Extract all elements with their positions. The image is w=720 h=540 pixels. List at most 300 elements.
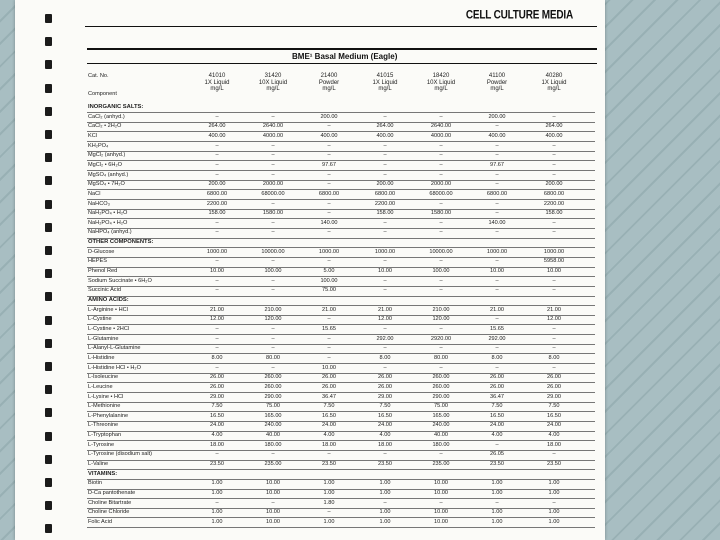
table-cell: – (439, 277, 443, 284)
column-header-unit: mg/L (210, 86, 224, 92)
section-heading: AMINO ACIDS: (88, 297, 129, 303)
table-cell: 240.00 (264, 422, 282, 429)
table-cell: 1.00 (379, 490, 391, 496)
table-cell: – (327, 210, 331, 217)
table-cell: – (271, 142, 275, 149)
table-cell: 400.00 (488, 132, 506, 139)
table-cell: – (439, 258, 443, 265)
table-cell: 97.67 (490, 161, 504, 168)
table-cell: 68000.00 (429, 190, 453, 197)
column-header-cat: 41010 (208, 73, 226, 79)
table-cell: 80.00 (266, 354, 280, 361)
table-cell: 24.00 (378, 422, 392, 429)
component-label: L-Cystine • 2HCl (88, 325, 130, 332)
table-cell: – (383, 229, 387, 236)
table-cell: – (383, 451, 387, 458)
section-heading: INORGANIC SALTS: (88, 104, 144, 110)
table-cell: 8.00 (548, 354, 560, 361)
table-cell: 29.00 (378, 393, 392, 400)
column-header-form: 10X Liquid (258, 79, 288, 86)
table-cell: 6800.00 (206, 190, 228, 197)
table-cell: 1580.00 (262, 210, 284, 217)
table-cell: 26.00 (322, 383, 336, 390)
component-label: L-Arginine • HCl (88, 306, 128, 313)
table-cell: 26.00 (547, 383, 561, 390)
table-cell: – (383, 258, 387, 265)
table-cell: – (215, 152, 219, 159)
table-cell: 1.00 (491, 518, 503, 525)
table-cell: 23.50 (547, 461, 561, 468)
table-cell: 26.00 (378, 374, 392, 381)
table-cell: – (552, 161, 556, 168)
table-cell: – (552, 451, 556, 458)
component-label: Sodium Succinate • 6H₂O (88, 277, 152, 284)
table-cell: 5958.00 (543, 258, 565, 265)
table-cell: 8.00 (491, 354, 503, 361)
row-divider (87, 469, 595, 470)
table-cell: 80.00 (434, 354, 448, 361)
table-cell: – (271, 335, 275, 342)
column-header-cat: 41015 (376, 73, 394, 79)
table-cell: 16.50 (378, 412, 392, 419)
table-cell: 1.00 (211, 490, 223, 496)
table-cell: 292.00 (488, 335, 506, 342)
component-label: Phenol Red (88, 268, 118, 275)
table-cell: 10000.00 (261, 248, 285, 255)
table-cell: 8.00 (211, 354, 223, 361)
table-cell: – (552, 277, 556, 284)
table-cell: – (327, 181, 331, 188)
component-label: Folic Acid (88, 518, 112, 525)
column-header-cat: 21400 (320, 73, 338, 79)
table-cell: 1.00 (379, 509, 391, 516)
row-divider (87, 238, 595, 239)
table-cell: 1.00 (323, 490, 335, 496)
table-cell: – (495, 345, 499, 352)
component-label: Choline Bitartrate (88, 499, 132, 506)
binder-hole (45, 478, 52, 487)
column-header-unit: mg/L (490, 86, 504, 92)
table-cell: 10.00 (266, 480, 280, 487)
table-cell: 260.00 (264, 374, 282, 381)
column-header-cat: 40280 (545, 73, 563, 79)
table-cell: – (439, 200, 443, 207)
component-label: HEPES (88, 258, 107, 265)
table-cell: 24.00 (210, 422, 224, 429)
section-heading: OTHER COMPONENTS: (88, 239, 154, 246)
table-cell: 26.00 (378, 383, 392, 390)
table-cell: 120.00 (264, 316, 282, 323)
table-cell: 1580.00 (430, 210, 452, 217)
table-cell: – (215, 287, 219, 294)
table-cell: 23.50 (378, 461, 392, 468)
table-cell: 200.00 (545, 181, 563, 188)
table-cell: – (271, 113, 275, 120)
component-label: L-Glutamine (88, 335, 119, 342)
table-cell: – (495, 181, 499, 188)
table-cell: – (383, 364, 387, 371)
table-cell: 7.50 (323, 403, 335, 410)
table-cell: 1.00 (379, 480, 391, 487)
component-label: MgSO₄ (anhyd.) (88, 171, 129, 178)
table-cell: – (215, 161, 219, 168)
column-header-unit: mg/L (378, 86, 392, 92)
table-cell: 400.00 (320, 132, 338, 139)
table-cell: 240.00 (432, 422, 450, 429)
table-cell: 18.00 (378, 441, 392, 448)
component-label: L-Lysine • HCl (88, 393, 124, 400)
column-header-cat: 41100 (488, 73, 506, 79)
table-cell: – (439, 325, 443, 332)
table-cell: – (495, 229, 499, 236)
table-cell: 1.00 (548, 480, 560, 487)
table-cell: – (552, 142, 556, 149)
table-cell: – (271, 345, 275, 352)
table-cell: – (439, 142, 443, 149)
table-cell: – (271, 277, 275, 284)
table-cell: 97.67 (322, 161, 336, 168)
table-cell: 264.00 (376, 123, 394, 130)
document-page (15, 0, 605, 540)
table-cell: 2640.00 (262, 123, 284, 130)
table-cell: 1.00 (379, 518, 391, 525)
table-cell: – (327, 335, 331, 342)
table-cell: 1.00 (323, 518, 335, 525)
table-cell: – (327, 354, 331, 361)
table-cell: 260.00 (264, 383, 282, 390)
column-header-form: 1X Liquid (372, 79, 398, 86)
component-label: MgSO₄ • 7H₂O (88, 181, 125, 188)
table-cell: – (215, 171, 219, 178)
binder-hole (45, 501, 52, 510)
table-cell: – (495, 210, 499, 217)
component-label: L-Methionine (88, 403, 121, 410)
table-cell: 180.00 (432, 441, 450, 448)
table-top-rule (87, 48, 597, 50)
column-header-form: 1X Liquid (204, 79, 230, 86)
table-cell: 1.00 (548, 490, 560, 496)
table-cell: 10.00 (322, 364, 336, 371)
table-cell: 75.00 (266, 403, 280, 410)
binder-hole (45, 246, 52, 255)
component-header-label: Component (88, 91, 117, 97)
table-cell: 4000.00 (430, 132, 452, 139)
table-cell: 26.00 (547, 374, 561, 381)
table-cell: – (552, 113, 556, 120)
table-cell: 21.00 (322, 306, 336, 313)
row-divider (87, 527, 595, 528)
component-label: L-Tyrosine (88, 441, 115, 448)
table-cell: 200.00 (208, 181, 226, 188)
table-cell: 21.00 (547, 306, 561, 313)
table-cell: – (271, 258, 275, 265)
table-cell: – (552, 287, 556, 294)
table-cell: – (383, 499, 387, 506)
binder-hole (45, 60, 52, 69)
table-cell: 12.00 (378, 316, 392, 323)
cat-no-label: Cat. No. (88, 73, 109, 79)
table-cell: 12.00 (547, 316, 561, 323)
component-label: NaHPO₄ (anhyd.) (88, 229, 132, 236)
table-cell: – (383, 113, 387, 120)
table-cell: 200.00 (376, 181, 394, 188)
table-cell: 1.00 (323, 480, 335, 487)
table-cell: 1.00 (548, 509, 560, 516)
table-cell: 16.50 (547, 412, 561, 419)
table-cell: – (439, 113, 443, 120)
table-cell: – (552, 325, 556, 332)
table-cell: – (552, 345, 556, 352)
table-cell: – (271, 451, 275, 458)
table-cell: 290.00 (432, 393, 450, 400)
component-label: NaCl (88, 190, 101, 197)
table-cell: 7.50 (211, 403, 223, 410)
table-cell: 120.00 (432, 316, 450, 323)
component-label: L-Isoleucine (88, 374, 119, 381)
table-cell: 36.47 (490, 393, 504, 400)
binder-hole (45, 84, 52, 93)
table-cell: 1.00 (548, 518, 560, 525)
table-cell: 21.00 (490, 306, 504, 313)
header-rule (85, 26, 597, 27)
table-cell: 18.00 (547, 441, 561, 448)
table-cell: 26.00 (322, 374, 336, 381)
table-cell: – (271, 229, 275, 236)
column-header-unit: mg/L (434, 86, 448, 92)
column-header-unit: mg/L (547, 86, 561, 92)
component-label: L-Leucine (88, 383, 113, 390)
component-label: D-Glucose (88, 248, 115, 255)
table-cell: 1.00 (491, 480, 503, 487)
table-cell: 6800.00 (486, 190, 508, 197)
column-header-form: 10X Liquid (426, 79, 456, 86)
table-cell: – (271, 171, 275, 178)
table-cell: 24.00 (490, 422, 504, 429)
table-cell: – (552, 364, 556, 371)
table-cell: 2920.00 (430, 335, 452, 342)
table-cell: – (552, 171, 556, 178)
component-label: Choline Chloride (88, 509, 130, 516)
table-cell: – (495, 200, 499, 207)
table-cell: 140.00 (488, 219, 506, 226)
table-cell: 235.00 (264, 461, 282, 468)
table-cell: 210.00 (264, 306, 282, 313)
table-cell: 2000.00 (430, 181, 452, 188)
table-cell: 1000.00 (543, 248, 565, 255)
table-cell: 7.50 (548, 403, 560, 410)
table-cell: 7.50 (491, 403, 503, 410)
table-cell: 1000.00 (374, 248, 396, 255)
table-cell: – (215, 345, 219, 352)
table-cell: 200.00 (488, 113, 506, 120)
component-label: L-Cystine (88, 316, 112, 323)
table-cell: – (215, 219, 219, 226)
binder-hole (45, 130, 52, 139)
binder-hole (45, 176, 52, 185)
table-cell: 15.65 (322, 325, 336, 332)
table-cell: 75.00 (322, 287, 336, 294)
table-cell: – (215, 142, 219, 149)
table-cell: – (552, 335, 556, 342)
table-cell: 1.00 (211, 480, 223, 487)
component-label: D-Ca pantothenate (88, 490, 136, 496)
table-cell: – (327, 509, 331, 516)
table-cell: – (215, 451, 219, 458)
table-cell: 6800.00 (318, 190, 340, 197)
table-cell: 165.00 (432, 412, 450, 419)
binder-hole (45, 524, 52, 533)
table-cell: 2200.00 (543, 200, 565, 207)
table-cell: 10.00 (266, 518, 280, 525)
table-cell: 23.50 (490, 461, 504, 468)
table-cell: 2000.00 (262, 181, 284, 188)
column-header-unit: mg/L (266, 86, 280, 92)
column-header-form: 1X Liquid (541, 79, 567, 86)
table-cell: – (495, 287, 499, 294)
binder-hole (45, 385, 52, 394)
table-cell: – (327, 229, 331, 236)
table-cell: – (383, 219, 387, 226)
table-cell: 10.00 (434, 518, 448, 525)
table-cell: 1.80 (323, 499, 335, 506)
component-label: L-Histidine HCl • H₂O (88, 364, 141, 371)
table-cell: – (215, 258, 219, 265)
table-cell: – (495, 142, 499, 149)
component-label: L-Tryptophan (88, 432, 122, 439)
table-cell: – (271, 219, 275, 226)
table-cell: – (215, 335, 219, 342)
binder-hole (45, 339, 52, 348)
table-cell: 2640.00 (430, 123, 452, 130)
table-cell: – (383, 345, 387, 352)
component-label: L-Phenylalanine (88, 412, 129, 419)
table-cell: 16.50 (322, 412, 336, 419)
column-header-unit: mg/L (322, 86, 336, 92)
table-cell: – (327, 345, 331, 352)
component-label: KCl (88, 132, 98, 139)
table-cell: – (327, 258, 331, 265)
binder-hole (45, 362, 52, 371)
table-cell: – (552, 219, 556, 226)
table-cell: 26.00 (210, 374, 224, 381)
table-cell: 10.00 (490, 268, 504, 275)
table-cell: 100.00 (264, 268, 282, 275)
table-cell: 36.47 (322, 393, 336, 400)
table-cell: 26.00 (210, 383, 224, 390)
table-cell: 40.00 (266, 432, 280, 439)
table-cell: 1.00 (491, 490, 503, 496)
table-cell: 40.00 (434, 432, 448, 439)
table-cell: – (271, 325, 275, 332)
table-cell: – (439, 345, 443, 352)
table-cell: 1000.00 (318, 248, 340, 255)
section-heading: VITAMINS: (88, 470, 118, 477)
table-cell: – (327, 451, 331, 458)
table-cell: 1000.00 (486, 248, 508, 255)
table-cell: 400.00 (376, 132, 394, 139)
table-cell: – (271, 152, 275, 159)
table-cell: – (327, 123, 331, 130)
table-cell: 264.00 (545, 123, 563, 130)
table-cell: 68000.00 (261, 190, 285, 197)
table-cell: 6800.00 (543, 190, 565, 197)
table-title: BME¹ Basal Medium (Eagle) (292, 52, 398, 61)
table-cell: 1.00 (211, 518, 223, 525)
table-cell: – (327, 142, 331, 149)
table-cell: 21.00 (378, 306, 392, 313)
component-label: CaCl₂ • 2H₂O (88, 123, 122, 130)
component-label: L-Threonine (88, 422, 119, 429)
table-cell: 10.00 (378, 268, 392, 275)
table-cell: 100.00 (432, 268, 450, 275)
column-header-cat: 18420 (432, 73, 450, 79)
table-cell: – (552, 229, 556, 236)
table-cell: – (552, 152, 556, 159)
table-cell: 15.65 (490, 325, 504, 332)
table-cell: 18.00 (210, 441, 224, 448)
table-cell: – (439, 364, 443, 371)
table-cell: – (495, 277, 499, 284)
table-cell: – (383, 277, 387, 284)
binder-hole (45, 292, 52, 301)
table-cell: 400.00 (545, 132, 563, 139)
binder-hole (45, 153, 52, 162)
table-cell: 165.00 (264, 412, 282, 419)
table-cell: 180.00 (264, 441, 282, 448)
table-cell: 2200.00 (206, 200, 228, 207)
table-cell: – (327, 171, 331, 178)
table-cell: 24.00 (547, 422, 561, 429)
table-cell: – (439, 219, 443, 226)
table-cell: 10000.00 (429, 248, 453, 255)
table-cell: – (495, 441, 499, 448)
binder-hole (45, 223, 52, 232)
table-cell: 26.00 (490, 383, 504, 390)
component-label: L-Alanyl-L-Glutamine (88, 345, 141, 352)
component-label: NaHCO₃ (88, 200, 110, 207)
table-cell: 235.00 (432, 461, 450, 468)
table-cell: 400.00 (208, 132, 226, 139)
table-cell: 10.00 (434, 480, 448, 487)
component-label: Biotin (88, 480, 102, 487)
table-cell: 16.50 (490, 412, 504, 419)
table-cell: – (383, 152, 387, 159)
table-cell: 2200.00 (374, 200, 396, 207)
table-cell: 1000.00 (206, 248, 228, 255)
binder-hole (45, 37, 52, 46)
table-cell: 4000.00 (262, 132, 284, 139)
table-cell: – (495, 499, 499, 506)
table-cell: 140.00 (320, 219, 338, 226)
binder-hole (45, 107, 52, 116)
table-cell: – (271, 200, 275, 207)
table-cell: 10.00 (266, 490, 280, 496)
table-cell: – (215, 364, 219, 371)
binder-hole (45, 269, 52, 278)
table-cell: 158.00 (545, 210, 563, 217)
table-cell: 75.00 (434, 403, 448, 410)
table-cell: – (327, 200, 331, 207)
table-cell: – (383, 171, 387, 178)
table-cell: 264.00 (208, 123, 226, 130)
table-cell: 26.05 (490, 451, 504, 458)
table-cell: 4.00 (323, 432, 335, 439)
page-header-title: CELL CULTURE MEDIA (465, 9, 573, 22)
table-cell: 23.50 (210, 461, 224, 468)
table-cell: 26.00 (490, 374, 504, 381)
table-cell: – (271, 499, 275, 506)
row-divider (87, 296, 595, 297)
